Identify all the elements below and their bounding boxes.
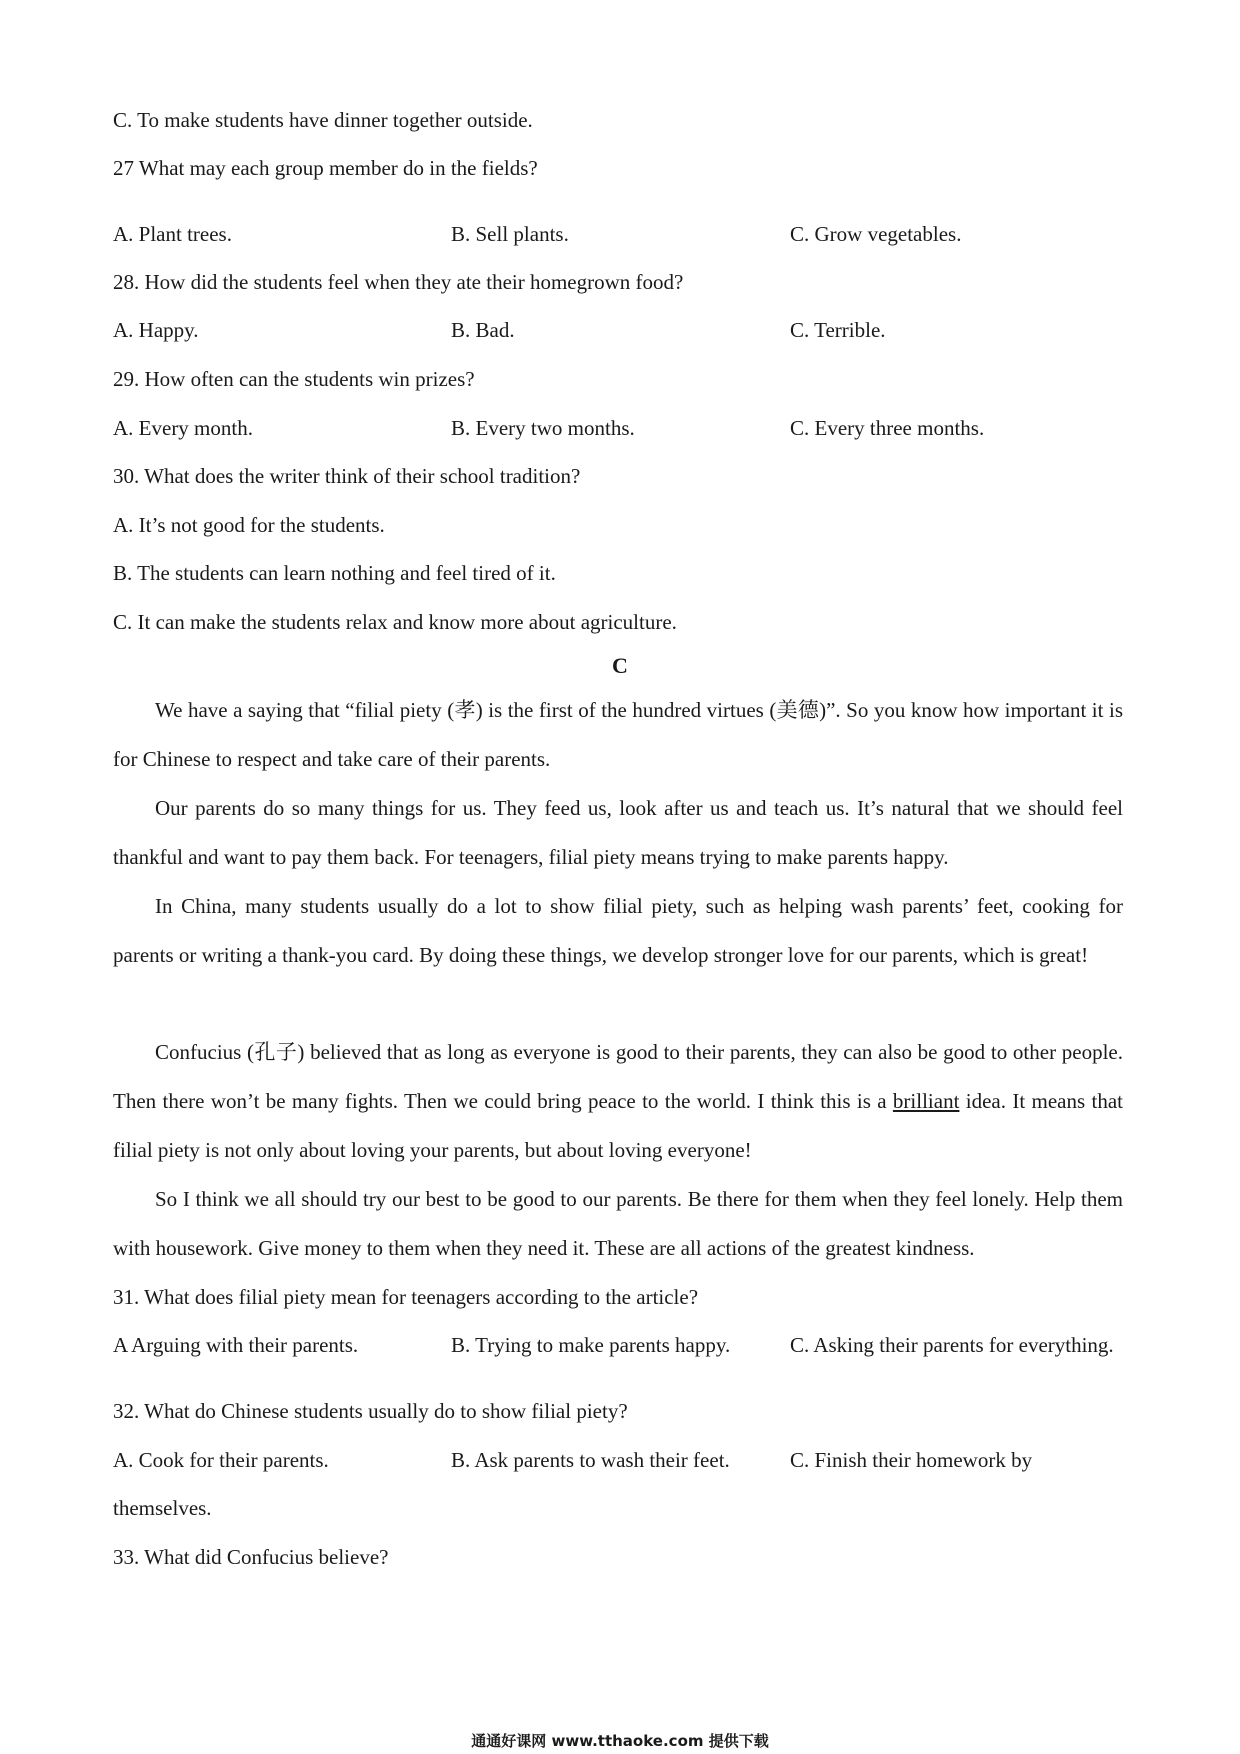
page-footer: 通通好课网 www.tthaoke.com 提供下载	[471, 1732, 769, 1750]
option-a: A. Every month.	[113, 416, 253, 440]
option-b: B. The students can learn nothing and feel tired of it.	[113, 561, 556, 585]
paragraph-text: In China, many students usually do a lot to show filial piety, such as helping wash parents’ feet, cooking for parents or writing a thank-you card. By doing these things, we develop stronger love for our parents, which is great!	[113, 894, 1123, 967]
passage-paragraph-2	[113, 784, 1123, 882]
question-32: 32. What do Chinese students usually do to show filial piety?	[113, 1399, 628, 1423]
option-c: C. Grow vegetables.	[790, 222, 962, 246]
option-c: C. Finish their homework by	[790, 1448, 1033, 1472]
section-heading: C	[612, 653, 628, 678]
paragraph-text: So I think we all should try our best to be good to our parents. Be there for them when they feel lonely. Help them with housework. Give money to them when they need it. These are all actions of the greatest kindness.	[113, 1187, 1123, 1260]
option-line: C. To make students have dinner together outside.	[113, 108, 533, 132]
option-c: C. Every three months.	[790, 416, 985, 440]
passage-paragraph-4	[113, 1028, 1123, 1175]
passage-paragraph-1	[113, 686, 1123, 784]
option-b: B. Sell plants.	[451, 222, 569, 246]
option-b: B. Every two months.	[451, 416, 635, 440]
option-b: B. Bad.	[451, 318, 515, 342]
underlined-word: brilliant	[892, 1089, 960, 1113]
paragraph-text: idea. It means that filial piety is not only about loving your parents, but about loving everyone!	[113, 1089, 1123, 1162]
option-c: C. It can make the students relax and know more about agriculture.	[113, 610, 677, 634]
option-c: C. Terrible.	[790, 318, 886, 342]
paragraph-text: Our parents do so many things for us. They feed us, look after us and teach us. It’s natural that we should feel thankful and want to pay them back. For teenagers, filial piety means trying to make parents happy.	[113, 796, 1123, 869]
option-a: A. It’s not good for the students.	[113, 513, 385, 537]
passage-paragraph-5	[113, 1175, 1123, 1273]
option-a: A. Cook for their parents.	[113, 1448, 329, 1472]
option-a: A Arguing with their parents.	[113, 1333, 359, 1357]
paragraph-text: We have a saying that “filial piety (孝) is the first of the hundred virtues (美德)”. So you know how important it is for Chinese to respect and take care of their parents.	[113, 698, 1123, 771]
option-b: B. Trying to make parents happy.	[451, 1333, 731, 1357]
option-a: A. Happy.	[113, 318, 199, 342]
option-b: B. Ask parents to wash their feet.	[451, 1448, 730, 1472]
question-28: 28. How did the students feel when they ate their homegrown food?	[113, 270, 684, 294]
question-31: 31. What does filial piety mean for teenagers according to the article?	[113, 1285, 699, 1309]
passage-paragraph-3	[113, 882, 1123, 980]
question-27: 27 What may each group member do in the fields?	[113, 156, 538, 180]
paragraph-text: Confucius (孔子) believed that as long as everyone is good to their parents, they can also be good to other people. Then there won’t be many fights. Then we could bring peace to the world. I think this is a	[113, 1040, 1123, 1113]
question-30: 30. What does the writer think of their school tradition?	[113, 464, 581, 488]
question-33: 33. What did Confucius believe?	[113, 1545, 389, 1569]
option-c-continued: themselves.	[113, 1496, 212, 1520]
question-29: 29. How often can the students win prizes?	[113, 367, 475, 391]
option-c: C. Asking their parents for everything.	[790, 1333, 1114, 1357]
option-a: A. Plant trees.	[113, 222, 232, 246]
